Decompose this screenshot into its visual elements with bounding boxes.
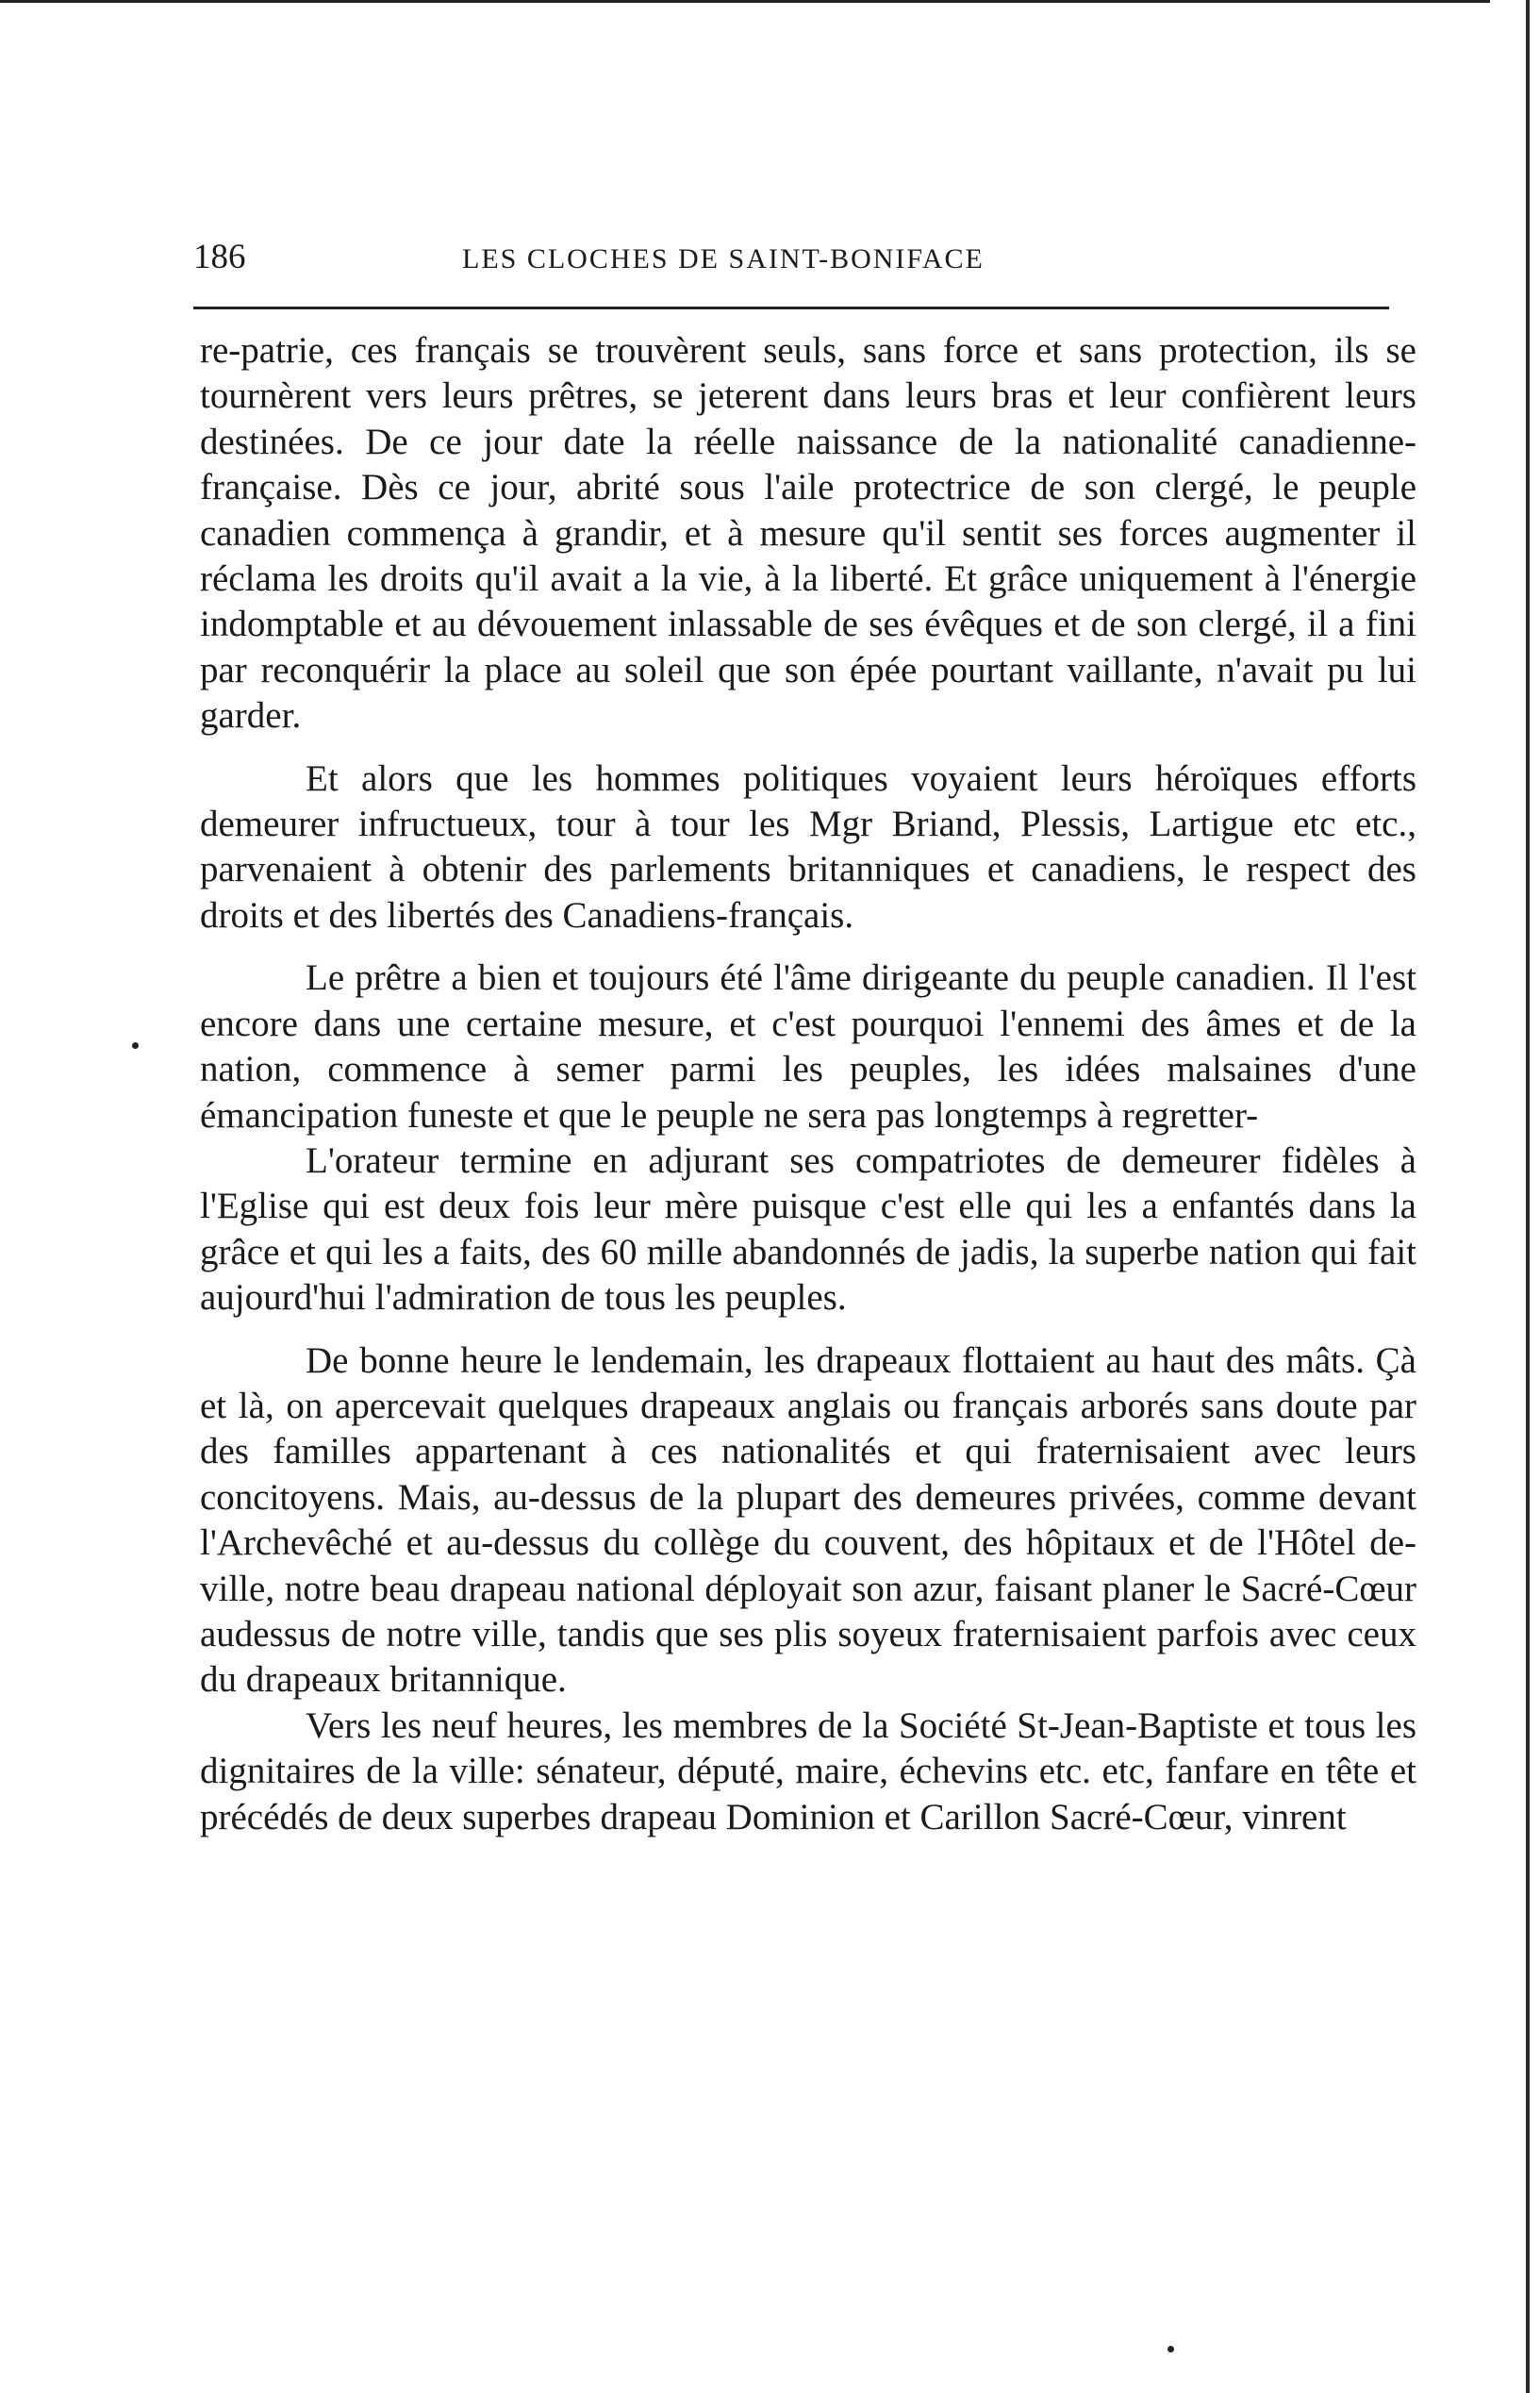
paragraph-continued: re-patrie, ces français se trouvèrent seuls, sans force et sans protection, ils se tournèrent vers leurs prêtres, se jeterent dans leurs bras et leur confièrent leurs destinées. De ce jour date la réelle naissance de la nationalité canadienne-française. Dès ce jour, abrité sous l'aile protectrice de son clergé, le peuple canadien commença à grandir, et à mesure qu'il sentit ses forces augmenter il réclama les droits qu'il avait a la vie, à la liberté. Et grâce uniquement à l'énergie indomptable et au dévouement inlassable de ses évêques et de son clergé, il a fini par reconquérir la place au soleil que son épée pourtant vaillante, n'avait pu lui garder.: [200, 330, 1416, 737]
header-rule: [193, 307, 1389, 309]
paragraph: Le prêtre a bien et toujours été l'âme dirigeante du peuple canadien. Il l'est encore dans une certaine mesure, et c'est pourquoi l'ennemi des âmes et de la nation, commence à semer parmi les peuples, les idées malsaines d'une émancipation funeste et que le peuple ne sera pas longtemps à regretter-: [200, 957, 1416, 1136]
margin-mark: [1167, 2346, 1174, 2352]
margin-mark: [132, 1042, 139, 1049]
paragraph: Vers les neuf heures, les membres de la Société St-Jean-Baptiste et tous les dignitaires de la ville: sénateur, député, maire, échevins etc. etc, fanfare en tête et précédés de deux superbes drapeau Dominion et Carillon Sacré-Cœur, vinrent: [200, 1704, 1416, 1837]
page-number: 186: [193, 238, 246, 276]
paragraph: L'orateur termine en adjurant ses compatriotes de demeurer fidèles à l'Eglise qui est deux fois leur mère puisque c'est elle qui les a enfantés dans la grâce et qui les a faits, des 60 mille abandonnés de jadis, la superbe nation qui fait aujourd'hui l'admiration de tous les peuples.: [200, 1139, 1416, 1319]
body-text: [200, 328, 1416, 1840]
page-right-edge: [1526, 0, 1530, 2393]
top-edge-rule: [0, 0, 1490, 3]
paragraph: Et alors que les hommes politiques voyaient leurs héroïques efforts demeurer infructueux, tour à tour les Mgr Briand, Plessis, Lartigue etc etc., parvenaient à obtenir des parlements britanniques et canadiens, le respect des droits et des libertés des Canadiens-français.: [200, 757, 1416, 936]
paragraph: De bonne heure le lendemain, les drapeaux flottaient au haut des mâts. Çà et là, on apercevait quelques drapeaux anglais ou français arborés sans doute par des familles appartenant à ces nationalités et qui fraternisaient avec leurs concitoyens. Mais, au-dessus de la plupart des demeures privées, comme devant l'Archevêché et au-dessus du collège du couvent, des hôpitaux et de l'Hôtel de-ville, notre beau drapeau national déployait son azur, faisant planer le Sacré-Cœur audessus de notre ville, tandis que ses plis soyeux fraternisaient parfois avec ceux du drapeaux britannique.: [200, 1339, 1416, 1701]
running-title: LES CLOCHES DE SAINT-BONIFACE: [462, 243, 985, 274]
running-head: [193, 234, 1391, 281]
